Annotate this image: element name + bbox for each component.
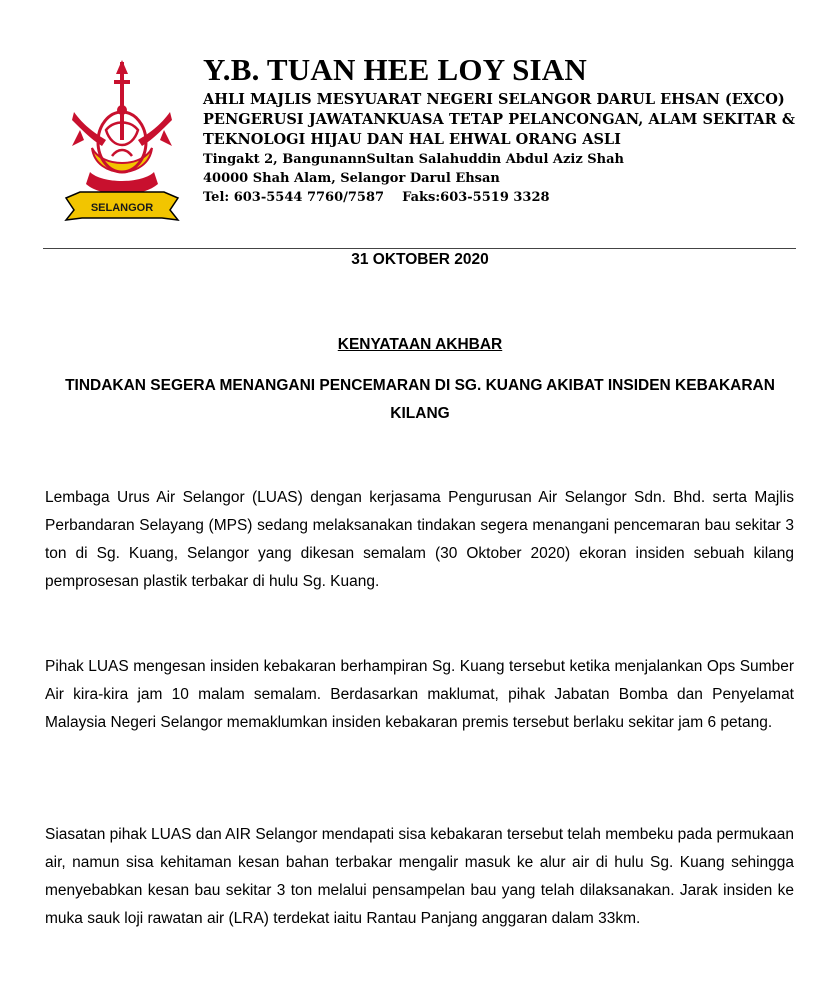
address-line-2: 40000 Shah Alam, Selangor Darul Ehsan: [203, 171, 500, 186]
fax-number: Faks:603-5519 3328: [402, 190, 550, 205]
telephone-number: Tel: 603-5544 7760/7587: [203, 190, 385, 205]
contact-line: [203, 188, 795, 207]
letterhead-text: [203, 52, 795, 207]
body-paragraph-1: Lembaga Urus Air Selangor (LUAS) dengan kerjasama Pengurusan Air Selangor Sdn. Bhd. serta Majlis Perbandaran Selayang (MPS) sedang melaksanakan tindakan segera menangani pencemaran bau sekitar 3 ton di Sg. Kuang, Selangor yang dikesan semalam (30 Oktober 2020) ekoran insiden sebuah kilang pemprosesan plastik terbakar di hulu Sg. Kuang.: [45, 489, 794, 590]
position-line-1: AHLI MAJLIS MESYUARAT NEGERI SELANGOR DARUL EHSAN (EXCO): [203, 91, 785, 108]
address-line-1: Tingakt 2, BangunannSultan Salahuddin Abdul Aziz Shah: [203, 152, 624, 167]
body-paragraph-2: Pihak LUAS mengesan insiden kebakaran berhampiran Sg. Kuang tersebut ketika menjalankan Ops Sumber Air kira-kira jam 10 malam semalam. Berdasarkan maklumat, pihak Jabatan Bomba dan Penyelamat Malaysia Negeri Selangor memaklumkan insiden kebakaran premis tersebut berlaku sekitar jam 6 petang.: [45, 658, 794, 731]
body-paragraph-3: Siasatan pihak LUAS dan AIR Selangor mendapati sisa kebakaran tersebut telah membeku pada permukaan air, namun sisa kehitaman kesan bahan terbakar mengalir masuk ke alur air di hulu Sg. Kuang sehingga menyebabkan kesan bau sekitar 3 ton melalui pensampelan bau yang telah dilaksanakan. Jarak insiden ke muka sauk loji rawatan air (LRA) terdekat iaitu Rantau Panjang anggaran dalam 33km.: [45, 826, 794, 927]
selangor-crest-icon: [62, 60, 182, 226]
document-date: 31 OKTOBER 2020: [351, 251, 489, 268]
letterhead: [0, 0, 840, 250]
official-name: Y.B. TUAN HEE LOY SIAN: [203, 52, 587, 87]
crest-banner-label: SELANGOR: [90, 202, 154, 214]
press-headline: TINDAKAN SEGERA MENANGANI PENCEMARAN DI SG. KUANG AKIBAT INSIDEN KEBAKARAN KILANG: [65, 377, 775, 422]
position-line-2: PENGERUSI JAWATANKUASA TETAP PELANCONGAN, ALAM SEKITAR &: [203, 111, 795, 128]
document-type-label: KENYATAAN AKHBAR: [337, 336, 503, 353]
document-type: [0, 335, 840, 355]
header-divider: [43, 248, 796, 249]
position-line-3: TEKNOLOGI HIJAU DAN HAL EHWAL ORANG ASLI: [203, 131, 621, 148]
